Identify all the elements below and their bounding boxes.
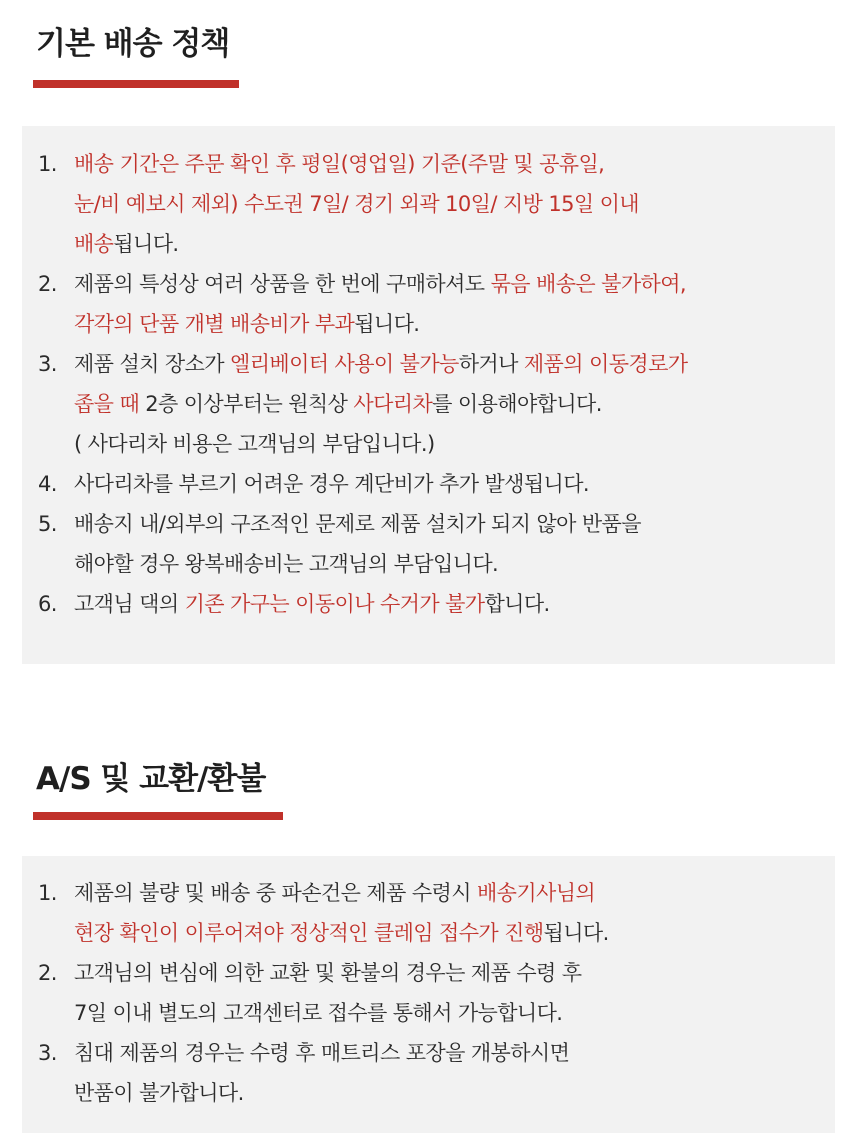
item-text: 됩니다. (113, 232, 179, 256)
highlighted-text: 배송기사님의 (476, 881, 596, 905)
highlighted-text: 제품의 이동경로가 (523, 352, 688, 376)
item-text: 배송지 내/외부의 구조적인 문제로 제품 설치가 되지 않아 반품을 (74, 512, 641, 536)
item-number: 1. (38, 881, 57, 905)
highlighted-text: 좁을 때 (74, 392, 146, 416)
highlighted-text: 엘리베이터 사용이 불가능 (230, 352, 459, 376)
item-number: 3. (38, 1041, 57, 1065)
item-text: 반품이 불가합니다. (74, 1081, 244, 1105)
item-text: 됩니다. (543, 921, 609, 945)
as-item-2 (22, 953, 835, 1033)
highlighted-text: 기존 가구는 이동이나 수거가 불가 (184, 592, 485, 616)
item-text: 를 이용해야합니다. (432, 392, 602, 416)
as-exchange-list (22, 856, 835, 1113)
item-text: 사다리차를 부르기 어려운 경우 계단비가 추가 발생됩니다. (74, 472, 589, 496)
item-number: 1. (38, 152, 57, 176)
highlighted-text: 사다리차 (353, 392, 433, 416)
shipping-item-6 (22, 584, 835, 624)
item-number: 5. (38, 512, 57, 536)
item-text: 하거나 (458, 352, 524, 376)
item-text: 제품의 불량 및 배송 중 파손건은 제품 수령시 (74, 881, 477, 905)
item-text: 해야할 경우 왕복배송비는 고객님의 부담입니다. (74, 552, 499, 576)
shipping-policy-list (22, 126, 835, 624)
item-text: 합니다. (484, 592, 550, 616)
item-text: 침대 제품의 경우는 수령 후 매트리스 포장을 개봉하시면 (74, 1041, 570, 1065)
highlighted-text: 현장 확인이 이루어져야 정상적인 클레임 접수가 진행 (74, 921, 544, 945)
shipping-policy-title: 기본 배송 정책 (36, 26, 230, 62)
item-number: 2. (38, 272, 57, 296)
shipping-item-2 (22, 264, 835, 344)
item-text: 고객님 댁의 (74, 592, 185, 616)
as-item-1 (22, 873, 835, 953)
shipping-item-4 (22, 464, 835, 504)
item-number: 4. (38, 472, 57, 496)
as-item-3 (22, 1033, 835, 1113)
item-text: ( 사다리차 비용은 고객님의 부담입니다.) (74, 432, 435, 456)
item-text: 됩니다. (354, 312, 420, 336)
highlighted-text: 눈/비 예보시 제외) 수도권 7일/ 경기 외곽 10일/ 지방 15일 이내 (74, 192, 639, 216)
highlighted-text: 배송 기간은 주문 확인 후 평일(영업일) 기준(주말 및 공휴일, (74, 152, 605, 176)
highlighted-text: 묶음 배송은 불가하여, (490, 272, 686, 296)
as-exchange-box (22, 856, 835, 1133)
shipping-item-5 (22, 504, 835, 584)
shipping-title-underline (33, 80, 239, 88)
item-text: 2층 이상부터는 원칙상 (145, 392, 354, 416)
as-exchange-title: A/S 및 교환/환불 (36, 761, 266, 797)
item-text: 제품 설치 장소가 (74, 352, 231, 376)
item-text: 제품의 특성상 여러 상품을 한 번에 구매하셔도 (74, 272, 491, 296)
shipping-policy-box (22, 126, 835, 664)
item-number: 3. (38, 352, 57, 376)
shipping-item-3 (22, 344, 835, 464)
item-number: 6. (38, 592, 57, 616)
item-text: 7일 이내 별도의 고객센터로 접수를 통해서 가능합니다. (74, 1001, 563, 1025)
highlighted-text: 각각의 단품 개별 배송비가 부과 (74, 312, 355, 336)
highlighted-text: 배송 (74, 232, 114, 256)
item-number: 2. (38, 961, 57, 985)
shipping-item-1 (22, 144, 835, 264)
as-title-underline (33, 812, 283, 820)
item-text: 고객님의 변심에 의한 교환 및 환불의 경우는 제품 수령 후 (74, 961, 582, 985)
